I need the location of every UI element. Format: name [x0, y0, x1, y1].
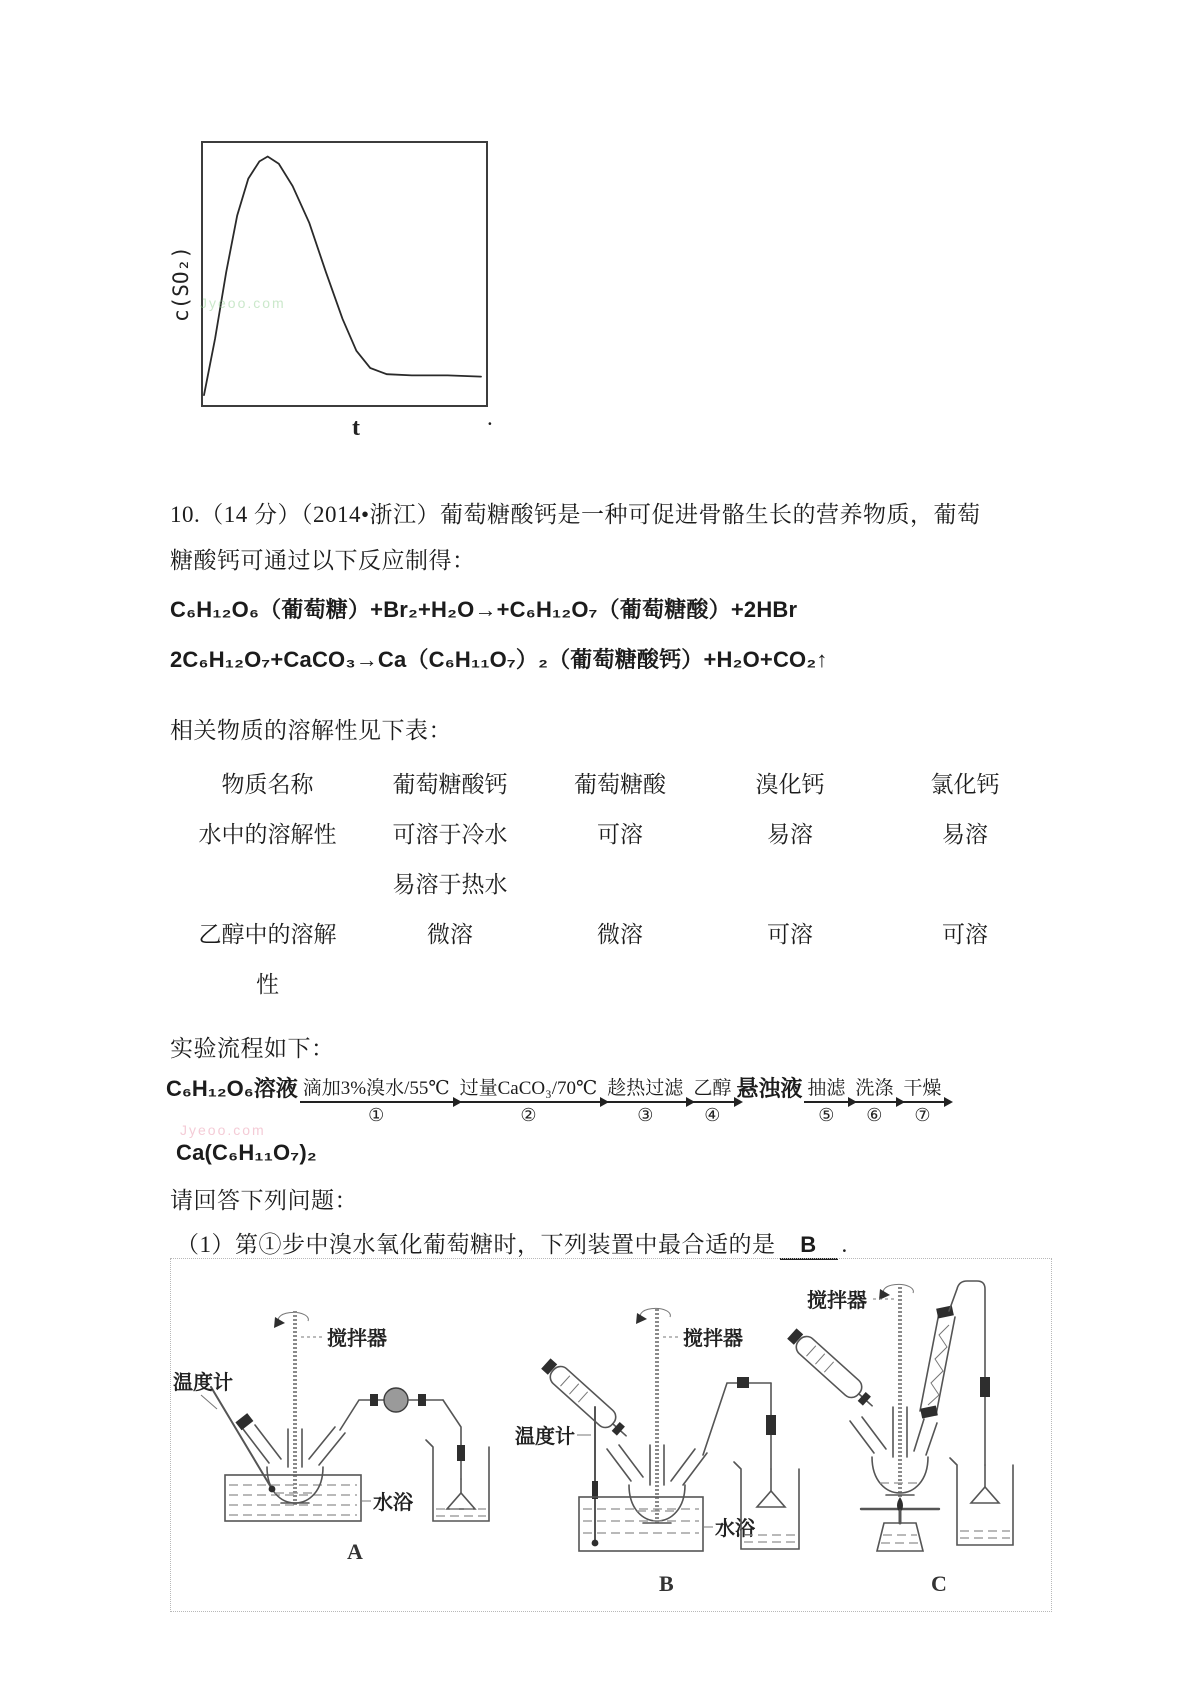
question-1-answer-blank: B	[780, 1232, 838, 1260]
gas-tube-c	[949, 1281, 985, 1465]
ethanol-cell-2: 微溶	[597, 922, 643, 947]
chart-frame	[202, 142, 487, 406]
stirrer-label-c: 搅拌器	[807, 1290, 867, 1312]
water-cell-1: 可溶于冷水	[392, 822, 508, 847]
flow-intermediate: 悬浊液	[736, 1076, 803, 1101]
flask-neck-right	[926, 1423, 937, 1455]
flow-step-4	[690, 1076, 734, 1129]
tube-connector	[370, 1394, 378, 1406]
flask-neck-left	[607, 1449, 631, 1481]
flow-step-7	[900, 1076, 944, 1129]
ethanol-cell-3: 可溶	[767, 922, 813, 947]
watermark-chart: Jyeoo.com	[200, 295, 286, 311]
apparatus-a	[173, 1311, 489, 1564]
flow-step-3-label: 趁热过滤	[604, 1076, 686, 1103]
water-cell-2: 可溶	[597, 822, 643, 847]
process-flow	[166, 1072, 946, 1129]
flow-step-6-number: ⑥	[866, 1105, 883, 1126]
option-b-label: B	[659, 1571, 674, 1596]
spacer-cell	[365, 960, 535, 1010]
tube-connector	[418, 1394, 426, 1406]
thermometer-label-a: 温度计	[173, 1372, 233, 1394]
gas-tube-a	[443, 1400, 461, 1479]
questions-prompt: 请回答下列问题：	[170, 1188, 358, 1213]
thermometer-stopper	[235, 1413, 253, 1430]
funnel-tick	[578, 1392, 587, 1402]
flow-step-5	[804, 1076, 848, 1129]
spacer-cell	[875, 960, 1055, 1010]
water-bath-label-b: 水浴	[715, 1518, 755, 1540]
stirrer-arrowhead-icon	[274, 1317, 285, 1328]
problem-line-1: 10.（14 分）（2014•浙江）葡萄糖酸钙是一种可促进骨骼生长的营养物质，葡萄	[170, 502, 981, 527]
question-1-text: （1）第①步中溴水氧化葡萄糖时，下列装置中最合适的是	[176, 1232, 776, 1257]
so2-time-chart	[168, 140, 498, 440]
ethanol-cell-4: 可溶	[942, 922, 988, 947]
flask-neck-left	[619, 1445, 643, 1477]
thermometer-a	[211, 1387, 272, 1489]
option-a-label: A	[347, 1539, 363, 1564]
flask-neck-right	[319, 1433, 345, 1465]
chart-trailing-period: .	[487, 405, 494, 430]
funnel-tick	[815, 1354, 824, 1364]
apparatus-figure	[170, 1258, 1052, 1612]
table-intro: 相关物质的溶解性见下表：	[170, 718, 452, 743]
funnel-tick	[806, 1346, 815, 1356]
inverted-funnel-b	[757, 1491, 785, 1507]
funnel-tick	[824, 1362, 833, 1372]
table-header-calcium-chloride: 氯化钙	[930, 772, 1000, 797]
spacer-cell	[705, 860, 875, 910]
condenser-connector	[920, 1405, 938, 1418]
tube-connector	[766, 1415, 776, 1435]
apparatus-b	[515, 1308, 799, 1596]
flow-step-4-number: ④	[704, 1105, 721, 1126]
flow-step-7-number: ⑦	[914, 1105, 931, 1126]
option-c-label: C	[931, 1571, 947, 1596]
flow-intro: 实验流程如下：	[170, 1036, 335, 1061]
flask-neck-right	[683, 1453, 707, 1485]
solubility-table	[170, 760, 1055, 1010]
apparatus-c	[785, 1281, 1013, 1596]
funnel-stopper	[541, 1358, 557, 1374]
tube-connector	[980, 1377, 990, 1397]
condenser-jacket	[920, 1313, 939, 1411]
flow-step-3-number: ③	[637, 1105, 654, 1126]
stirrer-label-b: 搅拌器	[683, 1328, 743, 1350]
table-header-calcium-gluconate: 葡萄糖酸钙	[392, 772, 508, 797]
flow-step-2-number: ②	[520, 1105, 537, 1126]
thermometer-label-b: 温度计	[515, 1426, 575, 1448]
flow-step-5-label: 抽滤	[804, 1076, 848, 1103]
thermometer-bulb	[592, 1540, 599, 1547]
dropping-funnel-c	[785, 1326, 879, 1413]
flask-neck-left	[255, 1425, 281, 1459]
flask-neck-right	[914, 1419, 924, 1451]
flow-step-1-number: ①	[368, 1105, 385, 1126]
thermometer-bulb	[269, 1486, 276, 1493]
water-row-label: 水中的溶解性	[198, 822, 337, 847]
water-cell-4: 易溶	[942, 822, 988, 847]
ethanol-row-label-line1: 乙醇中的溶解	[198, 922, 337, 947]
problem-line-2: 糖酸钙可通过以下反应制得：	[170, 548, 476, 573]
equation-2: 2C₆H₁₂O₇+CaCO₃→Ca（C₆H₁₁O₇）₂（葡萄糖酸钙）+H₂O+CO₂↑	[170, 647, 828, 672]
question-1	[176, 1226, 848, 1260]
spacer-cell	[705, 960, 875, 1010]
chart-y-axis-label: c(SO₂)	[169, 246, 193, 322]
alcohol-burner	[877, 1523, 923, 1551]
tube-connector	[737, 1377, 749, 1388]
table-header-calcium-bromide: 溴化钙	[755, 772, 825, 797]
so2-curve	[204, 157, 481, 396]
chart-x-axis-label: t	[352, 415, 360, 440]
condenser-connector	[936, 1305, 954, 1318]
beaker-c	[950, 1458, 1013, 1545]
spacer-cell	[535, 960, 705, 1010]
water-cell-3: 易溶	[767, 822, 813, 847]
inverted-funnel-a	[447, 1493, 475, 1509]
funnel-stopper	[787, 1328, 803, 1344]
flow-step-6-label: 洗涤	[852, 1076, 896, 1103]
flow-step-4-label: 乙醇	[690, 1076, 734, 1103]
stirrer-arrowhead-icon	[879, 1289, 890, 1300]
flow-step-6	[852, 1076, 896, 1129]
condenser-jacket	[936, 1317, 955, 1415]
flow-step-1-label: 滴加3%溴水/55℃	[300, 1076, 453, 1103]
tube-connector	[457, 1445, 465, 1461]
spacer-cell	[170, 860, 365, 910]
question-1-period: .	[841, 1232, 848, 1257]
ethanol-row-label-line2: 性	[256, 972, 279, 997]
funnel-tick	[569, 1384, 578, 1394]
flow-step-1	[300, 1076, 453, 1129]
table-header-gluconic-acid: 葡萄糖酸	[574, 772, 666, 797]
flow-step-5-number: ⑤	[818, 1105, 835, 1126]
ethanol-cell-1: 微溶	[427, 922, 473, 947]
safety-bulb	[384, 1388, 408, 1412]
gas-tube-b	[703, 1383, 771, 1455]
thermometer-leader	[201, 1395, 217, 1409]
funnel-tick	[560, 1376, 569, 1386]
flask-neck-left	[862, 1417, 886, 1449]
water-bath-label-a: 水浴	[373, 1492, 413, 1514]
stirrer-arrowhead-icon	[636, 1313, 647, 1324]
equation-1: C₆H₁₂O₆（葡萄糖）+Br₂+H₂O→+C₆H₁₂O₇（葡萄糖酸）+2HBr	[170, 597, 798, 622]
spacer-cell	[535, 860, 705, 910]
flow-start-solution: C₆H₁₂O₆溶液	[166, 1076, 298, 1101]
flow-product: Ca(C₆H₁₁O₇)₂	[176, 1140, 317, 1165]
flow-step-7-label: 干燥	[900, 1076, 944, 1103]
table-header-substance: 物质名称	[221, 772, 314, 797]
flask-neck-left	[850, 1421, 874, 1453]
flow-step-2-label: 过量CaCO₃/70℃	[457, 1076, 601, 1103]
water-cell-1-line2: 易溶于热水	[392, 872, 508, 897]
inverted-funnel-c	[971, 1487, 999, 1503]
flask-neck-right	[671, 1449, 695, 1481]
water-bath-a	[225, 1475, 361, 1521]
flask-neck-right	[309, 1427, 335, 1459]
stirrer-label-a: 搅拌器	[327, 1328, 387, 1350]
watermark-flow: Jyeoo.com	[180, 1122, 266, 1138]
flow-step-3	[604, 1076, 686, 1129]
apparatus-drawing	[171, 1259, 1049, 1609]
flow-step-2	[457, 1076, 601, 1129]
spacer-cell	[875, 860, 1055, 910]
